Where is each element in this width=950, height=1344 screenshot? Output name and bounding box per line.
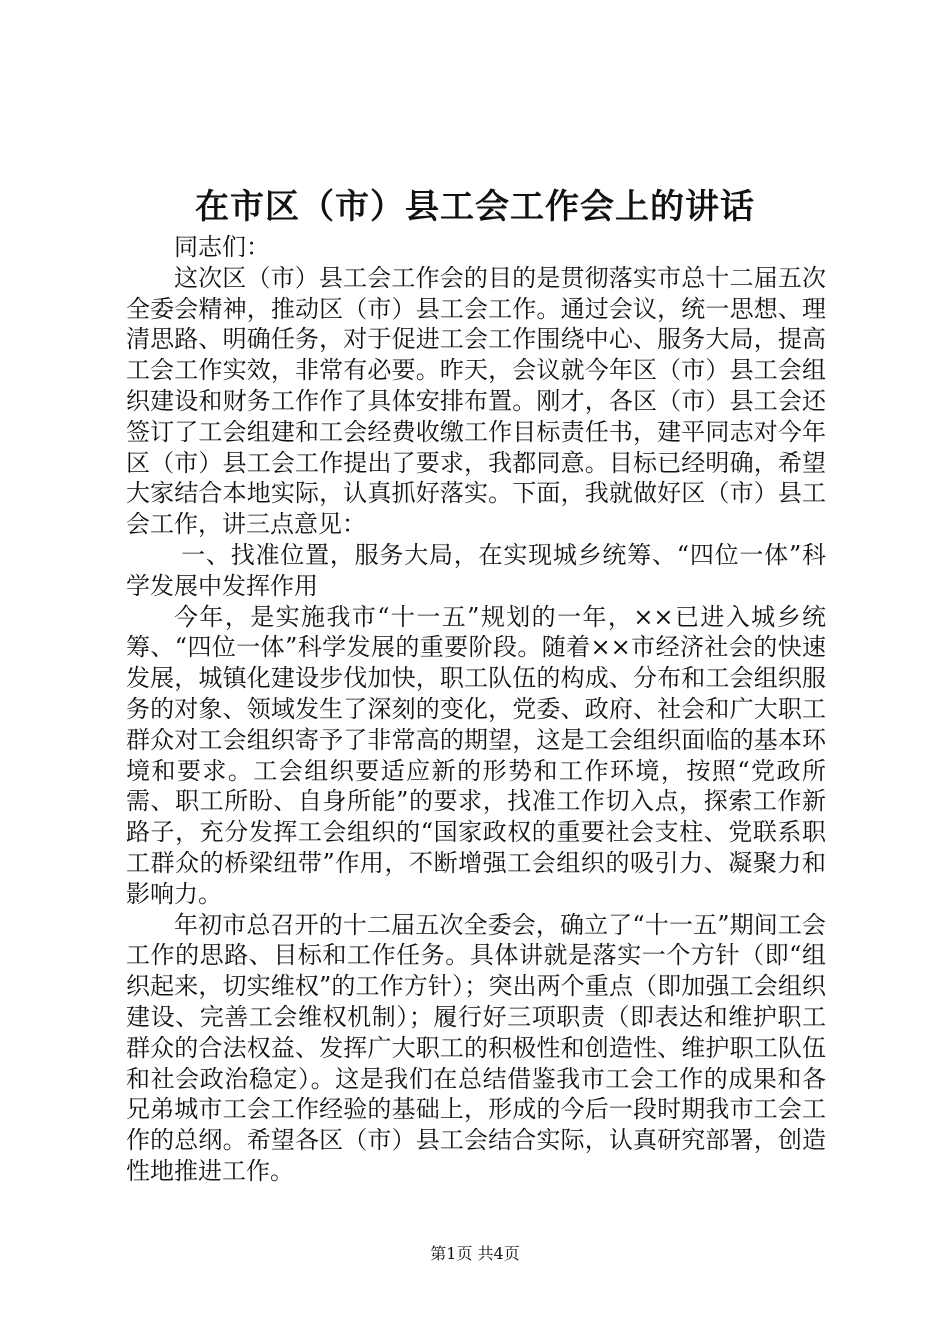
page-footer: 第1页 共4页: [430, 1244, 520, 1263]
salutation: 同志们：: [174, 233, 270, 261]
section-heading: 一、找准位置，服务大局，在实现城乡统筹、“四位一体”科学发展中发挥作用: [126, 540, 826, 600]
document-title: 在市区（市）县工会工作会上的讲话: [195, 187, 755, 227]
body-paragraph: 年初市总召开的十二届五次全委会，确立了“十一五”期间工会工作的思路、目标和工作任务。具体讲就是落实一个方针（即“组织起来，切实维权”的工作方针）；突出两个重点（即加强工会组织建设、完善工会维权机制）；履行好三项职责（即表达和维护职工群众的合法权益、发挥广大职工的积极性和创造性、维护职工队伍和社会政治稳定）。这是我们在总结借鉴我市工会工作的成果和各兄弟城市工会工作经验的基础上，形成的今后一段时期我市工会工作的总纲。希望各区（市）县工会结合实际，认真研究部署，创造性地推进工作。: [126, 910, 826, 1185]
body-paragraph: 这次区（市）县工会工作会的目的是贯彻落实市总十二届五次全委会精神，推动区（市）县工会工作。通过会议，统一思想、理清思路、明确任务，对于促进工会工作围绕中心、服务大局，提高工会工作实效，非常有必要。昨天，会议就今年区（市）县工会组织建设和财务工作作了具体安排布置。刚才，各区（市）县工会还签订了工会组建和工会经费收缴工作目标责任书，建平同志对今年区（市）县工会工作提出了要求，我都同意。目标已经明确，希望大家结合本地实际，认真抓好落实。下面，我就做好区（市）县工会工作，讲三点意见：: [126, 263, 826, 539]
body-paragraph: 今年，是实施我市“十一五”规划的一年，××已进入城乡统筹、“四位一体”科学发展的重要阶段。随着××市经济社会的快速发展，城镇化建设步伐加快，职工队伍的构成、分布和工会组织服务的对象、领域发生了深刻的变化，党委、政府、社会和广大职工群众对工会组织寄予了非常高的期望，这是工会组织面临的基本环境和要求。工会组织要适应新的形势和工作环境，按照“党政所需、职工所盼、自身所能”的要求，找准工作切入点，探索工作新路子，充分发挥工会组织的“国家政权的重要社会支柱、党联系职工群众的桥梁纽带”作用，不断增强工会组织的吸引力、凝聚力和影响力。: [126, 602, 826, 908]
document-body: [126, 232, 826, 1187]
